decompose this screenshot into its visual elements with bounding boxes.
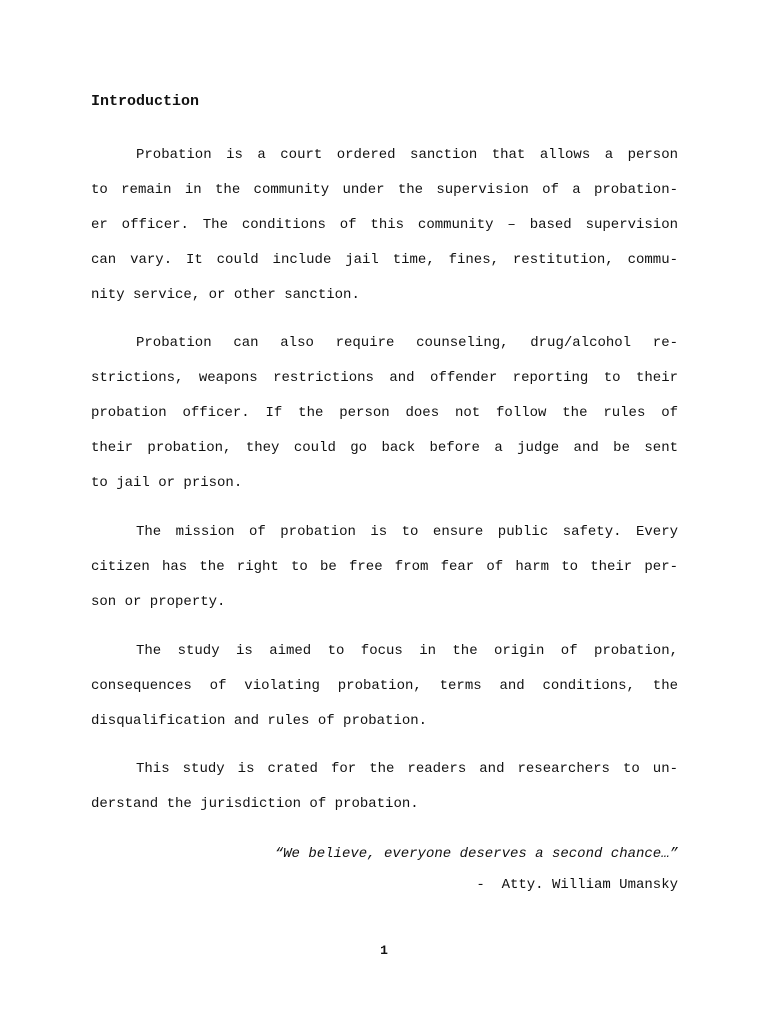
paragraph-1: [91, 138, 678, 313]
closing-quote: “We believe, everyone deserves a second chance…”: [274, 846, 678, 862]
paragraph-line: probation officer. If the person does not follow the rules of: [91, 405, 678, 421]
paragraph-line: son or property.: [91, 594, 226, 610]
paragraph-line: The mission of probation is to ensure public safety. Every: [136, 524, 678, 540]
section-heading: Introduction: [91, 93, 200, 110]
paragraph-line: consequences of violating probation, terms and conditions, the: [91, 678, 678, 694]
paragraph-3: [91, 515, 678, 620]
paragraph-line: nity service, or other sanction.: [91, 287, 360, 303]
paragraph-4: [91, 634, 678, 739]
paragraph-line: to remain in the community under the supervision of a probation-: [91, 182, 678, 198]
quote-attribution: - Atty. William Umansky: [476, 877, 678, 893]
page-number: 1: [380, 943, 388, 958]
paragraph-line: This study is crated for the readers and researchers to un-: [136, 761, 678, 777]
paragraph-line: to jail or prison.: [91, 475, 243, 491]
paragraph-2: [91, 326, 678, 501]
paragraph-line: strictions, weapons restrictions and offender reporting to their: [91, 370, 678, 386]
paragraph-line: derstand the jurisdiction of probation.: [91, 796, 419, 812]
paragraph-line: disqualification and rules of probation.: [91, 713, 428, 729]
paragraph-line: can vary. It could include jail time, fines, restitution, commu-: [91, 252, 678, 268]
paragraph-line: Probation can also require counseling, drug/alcohol re-: [136, 335, 678, 351]
paragraph-line: er officer. The conditions of this community – based supervision: [91, 217, 678, 233]
paragraph-line: their probation, they could go back before a judge and be sent: [91, 440, 678, 456]
paragraph-line: Probation is a court ordered sanction that allows a person: [136, 147, 678, 163]
paragraph-line: citizen has the right to be free from fear of harm to their per-: [91, 559, 678, 575]
paragraph-line: The study is aimed to focus in the origin of probation,: [136, 643, 678, 659]
paragraph-5: [91, 752, 678, 822]
